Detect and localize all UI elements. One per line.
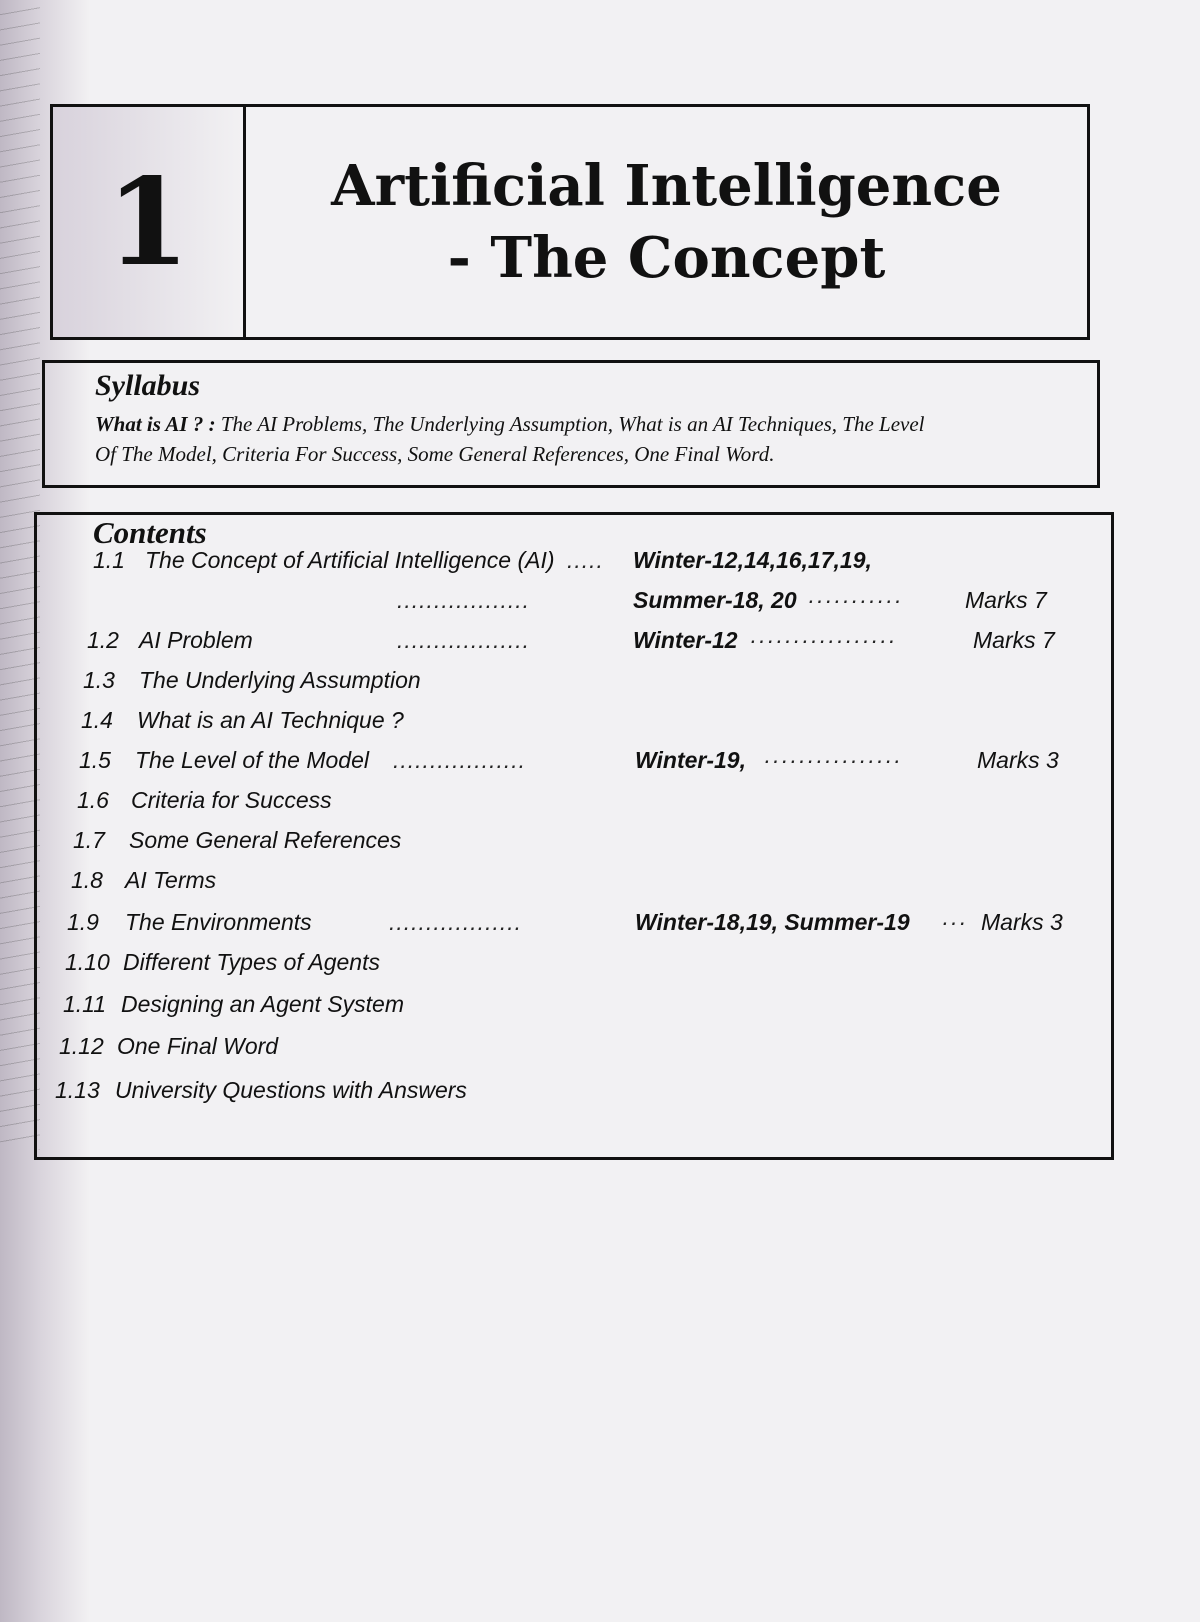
toc-number: 1.1 [93,547,125,573]
toc-session: Summer-18, 20 [633,587,797,613]
chapter-header [50,104,1090,340]
dot-leader: .................. [389,909,523,935]
toc-number: 1.2 [87,627,119,653]
toc-number: 1.10 [65,949,110,975]
toc-marks: Marks 7 [965,587,1047,613]
toc-row [37,787,1111,817]
contents-heading: Contents [93,515,207,550]
syllabus-lead: What is AI ? : [95,412,216,436]
chapter-title-line2: - The Concept [447,225,886,291]
contents-box [34,512,1114,1160]
toc-title: Different Types of Agents [123,949,380,975]
toc-marks: Marks 3 [981,909,1063,935]
toc-session: Winter-12 [633,627,738,653]
toc-title: The Concept of Artificial Intelligence (AI) [145,547,555,573]
syllabus-heading: Syllabus [95,369,201,402]
toc-marks: Marks 7 [973,627,1055,653]
syllabus-text [95,409,1077,469]
toc-number: 1.3 [83,667,115,693]
dot-leader: ················· [749,627,897,653]
toc-number: 1.4 [81,707,113,733]
toc-title: The Level of the Model [135,747,369,773]
toc-title: AI Terms [125,867,217,893]
dot-leader: .................. [397,627,531,653]
dot-leader: ..... [567,547,604,573]
dot-leader: ··· [941,909,967,935]
toc-number: 1.8 [71,867,103,893]
toc-row [37,827,1111,857]
toc-title: One Final Word [117,1033,279,1059]
dot-leader: ················ [763,747,902,773]
toc-row [37,1077,1111,1107]
toc-row [37,867,1111,897]
dot-leader: .................. [393,747,527,773]
toc-marks: Marks 3 [977,747,1059,773]
toc-row [37,1033,1111,1063]
toc-number: 1.5 [79,747,111,773]
toc-number: 1.9 [67,909,99,935]
toc-number: 1.13 [55,1077,100,1103]
dot-leader: ··········· [807,587,903,613]
toc-title: The Environments [125,909,312,935]
syllabus-line2: Of The Model, Criteria For Success, Some General References, One Final Word. [95,442,775,466]
toc-row [37,909,1111,939]
chapter-title [246,107,1087,337]
toc-row [37,949,1111,979]
toc-row [37,707,1111,737]
toc-title: The Underlying Assumption [139,667,421,693]
toc-number: 1.7 [73,827,105,853]
toc-title: AI Problem [139,627,253,653]
toc-title: Criteria for Success [131,787,332,813]
chapter-number: 1 [53,107,246,337]
toc-title: Some General References [129,827,402,853]
toc-title: University Questions with Answers [115,1077,467,1103]
toc-number: 1.12 [59,1033,104,1059]
toc-session: Winter-12,14,16,17,19, [633,547,872,573]
toc-row [37,667,1111,697]
toc-row [37,547,1111,577]
toc-session: Winter-18,19, Summer-19 [635,909,910,935]
toc-row-continued [37,587,1111,617]
toc-title: Designing an Agent System [121,991,404,1017]
dot-leader: .................. [397,587,531,613]
toc-session: Winter-19, [635,747,746,773]
toc-number: 1.6 [77,787,109,813]
toc-row [37,627,1111,657]
toc-title: What is an AI Technique ? [137,707,404,733]
chapter-title-line1: Artificial Intelligence [331,153,1002,219]
toc-number: 1.11 [63,991,107,1017]
toc-row [37,747,1111,777]
toc-row [37,991,1111,1021]
syllabus-box [42,360,1100,488]
syllabus-line1: The AI Problems, The Underlying Assumption, What is an AI Techniques, The Level [220,412,925,436]
